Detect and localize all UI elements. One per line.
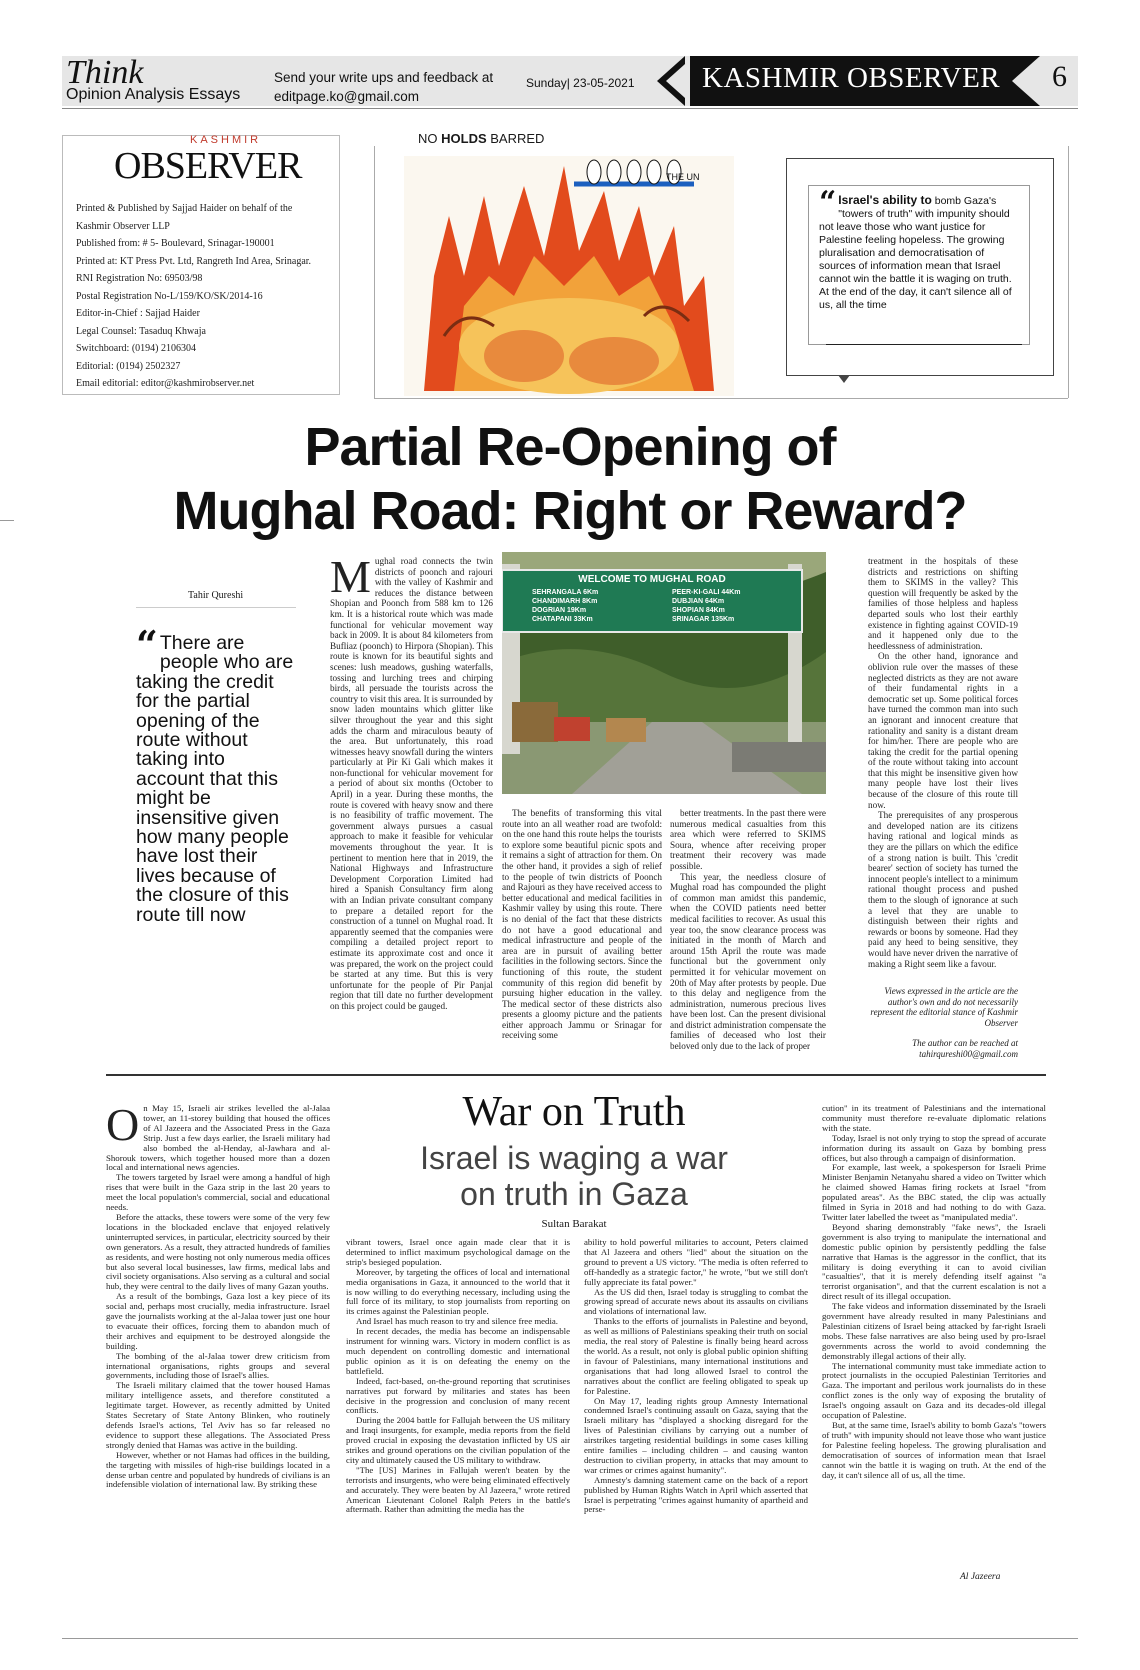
column-text: The fake videos and information disseminated by the Israeli government have already resulted in many Palestinians and Palestinian citizens of Israel being attacked by far-right Israeli mobs. These false narratives are also being used by pro-Israel governments across the world to avoid condemning the demonstrably illegal actions of their ally. bbox=[822, 1301, 1046, 1361]
issue-date: Sunday| 23-05-2021 bbox=[526, 76, 635, 90]
truck bbox=[606, 718, 646, 742]
column-text: The towers targeted by Israel were among a handful of high rises that were built in the Gaza strip in the last 20 years to meet the local population's commercial, social and educational needs. bbox=[106, 1172, 330, 1213]
column-text: The Israeli military claimed that the tower housed Hamas military intelligence assets, and therefore constituted a legitimate target. However, as recently admitted by United States Secretary of State Antony Blinken, who routinely defends Israel's actions, Tel Aviv has so far released no evidence to support these allegations. The Associated Press strongly denied that Hamas was active in the building. bbox=[106, 1380, 330, 1450]
truck bbox=[554, 717, 590, 741]
article1-column-3 bbox=[670, 808, 826, 1052]
sign-row: CHANDIMARH 8Km bbox=[532, 598, 598, 605]
quote-mark-icon: “ bbox=[819, 185, 837, 220]
cartoon-label-end: BARRED bbox=[486, 131, 545, 146]
column-text: The prerequisites of any prosperous and developed nation are its citizens having rational and logical minds as they are the pillars on which the edifice of a strong nation is built. This 'credit bearer' section of society has turned the innocent people's intellect to a minimum rational thought process and pushed them to the slough of ignorance at such a level that they are unable to distinguish between their rights and rewards or boons by someone. Had they paid any heed to being sensitive, they would have never driven the narrative of making a Right seem like a favour. bbox=[868, 810, 1018, 969]
imprint-details bbox=[76, 200, 311, 393]
column-text: The bombing of the al-Jalaa tower drew criticism from international organisations, rights groups and several governments, including those of Israel's allies. bbox=[106, 1350, 330, 1381]
feedback-note bbox=[274, 68, 493, 106]
drop-cap: O bbox=[106, 1099, 140, 1150]
frame-divider bbox=[1068, 146, 1069, 398]
footer-rule bbox=[62, 1638, 1078, 1639]
frame-divider bbox=[374, 398, 1068, 399]
quote-underline bbox=[826, 344, 1022, 345]
imprint-line: Editorial: (0194) 2502327 bbox=[76, 360, 181, 372]
column-text: Today, Israel is not only trying to stop the spread of accurate information during its assault on Gaza by bombing press offices, but also through a campaign of disinformation. bbox=[822, 1132, 1046, 1163]
sign-row: DOGRIAN 19Km bbox=[532, 607, 587, 614]
cartoon-label-plain: NO bbox=[418, 131, 442, 146]
sign-row: DUBJIAN 64Km bbox=[672, 598, 725, 605]
article2-headline: War on Truth bbox=[462, 1089, 686, 1135]
column-text: Indeed, fact-based, on-the-ground reporting that scrutinises narratives put forward by militaries and states has been decisive in the progression and conclusion of many recent conflicts. bbox=[346, 1375, 570, 1416]
column-text: treatment in the hospitals of these districts and restrictions on shifting them to SKIMS in the valley? This question will frequently be asked by the families of those helpless and hapless departed souls who lost their earthly existence in fighting against COVID-19 and it happened only due to the heedlessness of administration. bbox=[868, 556, 1018, 651]
article2-column-2 bbox=[346, 1238, 570, 1515]
cartoon-label-bold: HOLDS bbox=[441, 131, 487, 146]
byline-rule bbox=[136, 607, 296, 608]
un-sign: THE UN bbox=[666, 172, 700, 182]
truck bbox=[512, 702, 558, 742]
column-text: On the other hand, ignorance and oblivion rule over the masses of these neglected districts as they are not aware of their fundamental rights in a democratic set up. Some political forces have turned the common man into such an ignorant and innocent creature that rationality and sanity is a distant dream for him/her. There are people who are taking the credit for the partial opening of the route without taking into account that this might be insensitive given how many people have lost their lives because of the closure of this route till now. bbox=[868, 651, 1018, 810]
section-subtitle: Opinion Analysis Essays bbox=[66, 86, 241, 103]
sign-row: CHATAPANI 33Km bbox=[532, 616, 593, 623]
source-signoff: Al Jazeera bbox=[960, 1572, 1001, 1582]
frame-divider bbox=[374, 146, 375, 398]
pull-quote-text: There are people who are taking the credit for the partial opening of the route without taking into account that this might be insensitive given how many people have lost their lives because of the closure of this route till now bbox=[136, 632, 294, 926]
column-text: For example, last week, a spokesperson for Israeli Prime Minister Benjamin Netanyahu shared a video on Twitter which he claimed showed Hamas firing rockets at Israel "from populated areas". As the BBC stated, the clip was actually filmed in Syria in 2018 and had nothing to do with Gaza. Twitter later labelled the tweet as "manipulated media". bbox=[822, 1162, 1046, 1222]
disclaimer bbox=[868, 986, 1018, 1060]
sign-row: SHOPIAN 84Km bbox=[672, 607, 725, 614]
pull-quote bbox=[136, 622, 296, 926]
explosion-illustration bbox=[404, 156, 734, 396]
column-text: "The [US] Marines in Fallujah weren't beaten by the terrorists and insurgents, who were being eliminated effectively and accurately. They were beaten by Al Jazeera," wrote retired American Lieutenant Colonel Ralph Peters in the battle's aftermath. Rather than admitting the media has the bbox=[346, 1464, 570, 1515]
feedback-email[interactable]: editpage.ko@gmail.com bbox=[274, 89, 420, 104]
imprint-line: Published from: # 5- Boulevard, Srinagar-190001 bbox=[76, 238, 275, 249]
imprint-line: Printed at: KT Press Pvt. Ltd, Rangreth Ind Area, Srinagar. bbox=[76, 255, 312, 267]
column-text: ability to hold powerful militaries to account, Peters claimed that Al Jazeera and others "lied" about the situation on the ground to prevent a US victory. "The media is often referred to off-handedly as a strategic factor," he wrote, "but we still don't fully appreciate its fatal power." bbox=[584, 1237, 808, 1287]
column-text: Before the attacks, these towers were some of the very few locations in the blockaded enclave that enjoyed relatively uninterrupted services, in particular, electricity sourced by their own generators. As a result, they attracted hundreds of families as residents, and were hosting not only numerous media offices but also several local businesses, law firms, medical labs and civil society organisations. Also serving as a cultural and social hub, they were central to the daily lives of many Gazan youths. bbox=[106, 1211, 330, 1292]
article1-column-4 bbox=[868, 556, 1018, 969]
imprint-line: Editor-in-Chief : Sajjad Haider bbox=[76, 308, 200, 319]
column-text: During the 2004 battle for Fallujah between the US military and Iraqi insurgents, for example, media reports from the field proved crucial in exposing the devastation inflicted by US air strikes and ground operations on the civilian population of the city and ultimately caused the US military to withdraw. bbox=[346, 1415, 570, 1465]
cartoon-label bbox=[418, 131, 544, 146]
article2-column-1 bbox=[106, 1099, 330, 1490]
column-text: cution" in its treatment of Palestinians and the international community must therefore re-evaluate diplomatic relations with the state. bbox=[822, 1103, 1046, 1133]
quote-box bbox=[808, 185, 1030, 345]
column-text: Moreover, by targeting the offices of local and international media organisations in Gaza, it announced to the world that it is now willing to do everything necessary, including using the full force of its military, to stop journalists from reporting on its crimes against the Palestinian people. bbox=[346, 1266, 570, 1317]
article1-column-2 bbox=[502, 808, 662, 1041]
column-text: As the US did then, Israel today is struggling to combat the growing spread of accurate news about its assaults on civilians and violations of international law. bbox=[584, 1286, 808, 1317]
article2-column-4 bbox=[822, 1104, 1046, 1480]
column-text: And Israel has much reason to try and silence free media. bbox=[356, 1316, 559, 1327]
column-text: The international community must take immediate action to protect journalists in the occupied Palestinian Territories and Gaza. The important and perilous work journalists do in these conflict zones is the only way of exposing the brutality of Israel's ongoing assault on Gaza and its decades-old illegal occupation of Palestine. bbox=[822, 1360, 1046, 1421]
views-note: Views expressed in the article are the author's own and do not necessarily represent the editorial stance of Kashmir Observer bbox=[870, 986, 1018, 1028]
section-title: Think bbox=[66, 54, 144, 91]
margin-mark bbox=[0, 520, 14, 521]
column-text: However, whether or not Hamas had offices in the building, the targeting with missiles of high-rise buildings located in a dense urban centre and populated by hundreds of civilians is an indefensible violation of international law. By striking these bbox=[106, 1449, 330, 1490]
article2-subhead: Israel is waging a war on truth in Gaza bbox=[420, 1140, 728, 1212]
editorial-cartoon bbox=[404, 156, 734, 396]
page-number: 6 bbox=[1052, 60, 1067, 93]
imprint-line: Postal Registration No-L/159/KO/SK/2014-16 bbox=[76, 290, 263, 302]
feedback-line: Send your write ups and feedback at bbox=[274, 70, 494, 85]
column-text: ughal road connects the twin districts of poonch and rajouri with the valley of Kashmir and reduces the distance between Shopian and Poonch from 588 km to 126 km. It is a historical route which was made functional for vehicular movement way back in 2009. It is about 84 kilometers from Bufliaz (poonch) to Hirpora (Shopian). This route is known for its beautiful sights and scenes: lush meadows, gushing waterfalls, tossing and lurching trees and chirping birds, all persuade the tourists across the country to visit this area. It is surrounded by snow laden mountains which glitter like silver throughout the year and this sight adds the charm and miraculous beauty of the area. But unfortunately, this road witnesses heavy snowfall during the winters particularly at Pir Ki Gali which makes it non-functional for vehicular movement for a period of about six months (October to April) in a year. During these months, the route is covered with heavy snow and there is no feasibility of traffic movement. The government always pursues a casual approach to make it feasible for vehicular movements throughout the year. It is pertinent to mention here that in 2019, the National Highways and Infrastructure Development Corporation Limited had hired a Spanish Consultancy firm along with an Indian private consultant company to prepare a detailed report for the construction of a tunnel on Mughal road. It apparently seemed that the companies were compiling a detailed project report to estimate its approximate cost and once it was prepared, the work on the project could be started at any time. But this is very unfortunate for the people of Pir Panjal region that till date no further development on this project could be gauged. bbox=[330, 556, 493, 1011]
column-text: On May 17, leading rights group Amnesty International condemned Israel's continuing assault on Gaza, saying that the Israeli military has "displayed a shocking disregard for the lives of Palestinian civilians by carrying out a number of airstrikes targeting residential buildings in some cases killing entire families – including children – and causing wanton destruction to civilian property, in attacks that may amount to war crimes or crimes against humanity". bbox=[584, 1395, 808, 1475]
column-text: Thanks to the efforts of journalists in Palestine and beyond, as well as millions of Palestinians speaking their truth on social media, the real story of Palestine is finally being heard across the world. As a result, not only is global public opinion shifting in favour of Palestinians, many international institutions and organisations that had long allowed Israel to control the narratives about the conflict are feeling obligated to speak up for Palestine. bbox=[584, 1316, 808, 1396]
column-text: better treatments. In the past there were numerous medical casualties from this area which were referred to SKIMS Soura, whence after receiving proper treatment their recovery was made possible. bbox=[670, 808, 826, 871]
author-contact: The author can be reached at tahirqureshi00@gmail.com bbox=[912, 1038, 1018, 1059]
headline-line-2: Mughal Road: Right or Reward? bbox=[173, 481, 967, 541]
column-text: This year, the needless closure of Mughal road has compounded the plight of common man amidst this pandemic, when the COVID patients need better medical facilities to recover. As usual this year too, the snow clearance process was initiated in the month of March and around 15th April the route was made functional but the government only permitted it for vehicular movement on 20th of May after protests by people. Due to this delay and negligence from the administration, numerous precious lives have been lost. Can the present divisional and district administration compensate the families of deceased who lost their beloved only due to the lack of proper bbox=[670, 871, 826, 1052]
imprint-line: Kashmir Observer LLP bbox=[76, 220, 170, 232]
article-headline bbox=[0, 415, 1140, 543]
quote-text: bomb Gaza's "towers of truth" with impunity should not leave those who want justice for Palestine feeling hopeless. The growing pluralisation and democratisation of sources of information mean that Israel cannot win the battle it is waging on truth. At the end of the day, it can't silence all of us, all the time bbox=[819, 195, 1012, 311]
sign-row: SRINAGAR 135Km bbox=[672, 616, 735, 623]
column-text: vibrant towers, Israel once again made clear that it is determined to inflict maximum psychological damage on the strip's besieged population. bbox=[346, 1237, 570, 1267]
imprint-line: RNI Registration No: 69503/98 bbox=[76, 273, 203, 284]
column-text: Amnesty's damning statement came on the back of a report published by Human Rights Watch in April which asserted that Israel is perpetrating "crimes against humanity of apartheid and perse- bbox=[584, 1474, 808, 1515]
sign-row: SEHRANGALA 6Km bbox=[532, 589, 599, 596]
logo-observer: OBSERVER bbox=[114, 145, 302, 187]
column-text: In recent decades, the media has become an indispensable instrument for winning wars. Victory in modern conflict is as much dependent on controlling domestic and international public opinion as it is on defeating the enemy on the battlefield. bbox=[346, 1326, 570, 1376]
column-text: But, at the same time, Israel's ability to bomb Gaza's "towers of truth" with impunity should not leave those who want justice for Palestine feeling hopeless. The growing pluralisation and democratisation of sources of information mean that Israel cannot win the battle it is waging on truth. At the end of the day, it can't silence all of us, all the time. bbox=[822, 1420, 1046, 1480]
logo-kashmir: KASHMIR bbox=[190, 134, 262, 146]
road-sign-photo bbox=[502, 552, 826, 794]
speech-pointer-icon bbox=[838, 375, 850, 383]
column-text: Beyond sharing demonstrably "fake news", the Israeli government is also trying to manipulate the international and domestic public opinion by persistently peddling the false narrative that Hamas is the aggressor in the conflict, that its military is doing everything it can to avoid civilian "casualties", that it is merely defending itself against "a terrorist organisation", and that the current escalation is not a direct result of its illegal occupation. bbox=[822, 1221, 1046, 1302]
column-text: n May 15, Israeli air strikes levelled the al-Jalaa tower, an 11-storey building that housed the offices of Al Jazeera and the Associated Press in the Gaza Strip. Just a few days earlier, the Israeli military had also bombed the al-Henday, al-Jawhara and al-Shorouk towers, which together housed more than a dozen local and international news agencies. bbox=[106, 1103, 330, 1173]
chevron-left-icon-2 bbox=[1012, 56, 1040, 106]
article2-column-3 bbox=[584, 1238, 808, 1515]
headline-line-1: Partial Re-Opening of bbox=[304, 417, 836, 477]
mughal-road-photo bbox=[502, 552, 826, 794]
sign-row: PEER-KI-GALI 44Km bbox=[672, 589, 741, 596]
column-text: As a result of the bombings, Gaza lost a key piece of its social and, perhaps most crucially, media infrastructure. Israel gave the journalists working at the al-Jalaa tower just one hour to evacuate their offices, forcing them to abandon much of their archives and equipment to be destroyed alongside the building. bbox=[106, 1291, 330, 1351]
page-header bbox=[62, 56, 1078, 106]
imprint-line: Switchboard: (0194) 2106304 bbox=[76, 343, 196, 354]
imprint-line: Legal Counsel: Tasaduq Khwaja bbox=[76, 325, 206, 337]
quote-lead: Israel's ability to bbox=[838, 193, 932, 207]
drop-cap: M bbox=[330, 551, 371, 602]
paper-name: KASHMIR OBSERVER bbox=[690, 56, 1012, 106]
sign-title: WELCOME TO MUGHAL ROAD bbox=[578, 574, 726, 585]
article2-byline: Sultan Barakat bbox=[541, 1218, 607, 1230]
article1-column-1 bbox=[330, 551, 493, 1012]
imprint-line: Email editorial: editor@kashmirobserver.net bbox=[76, 378, 255, 389]
section-divider bbox=[106, 1074, 1046, 1076]
column-text: The benefits of transforming this vital route into an all weather road are twofold: on the one hand this route helps the tourists to explore some beautiful picnic spots and it remains a sight of attraction for them. On the other hand, it provides a sigh of relief to the people of twin districts of Poonch and Rajouri as they have received access to better educational and medical facilities in Kashmir valley by using this route. There is no denial of the fact that these districts do not have a good educational and medical infrastructure and people of the area are in pursuit of availing better facilities in the following sectors. Since the functioning of this route, the student community of this region did benefit by pursuing higher education in the valley. The medical sector of these districts also presents a gloomy picture and the patients either approach Jammu or Srinagar for receiving some bbox=[502, 808, 662, 1041]
imprint-line: Printed & Published by Sajjad Haider on behalf of the bbox=[76, 203, 293, 214]
header-rule bbox=[62, 108, 1078, 109]
quote-mark-icon: “ bbox=[136, 622, 158, 667]
byline: Tahir Qureshi bbox=[188, 590, 244, 601]
